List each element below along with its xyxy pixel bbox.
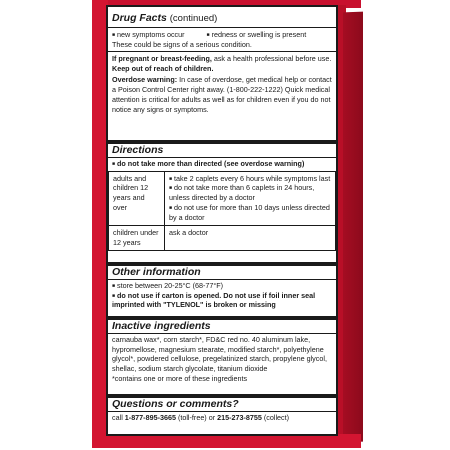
dosage-cell	[165, 171, 336, 226]
dosage-item: ask a doctor	[165, 226, 336, 251]
questions-title: Questions or comments?	[112, 398, 239, 410]
toll-free-label: (toll-free) or	[175, 412, 218, 422]
drug-facts-heading: Drug Facts	[112, 12, 167, 24]
overdose-bold: Overdose warning:	[112, 75, 178, 85]
collect-label: (collect)	[261, 412, 290, 422]
bullet-new-symptoms: ■ new symptoms occur	[112, 30, 185, 40]
inactive-ingredients-section	[108, 320, 336, 394]
symptom-bullets	[112, 30, 332, 40]
table-row	[109, 226, 336, 251]
other-information-section	[108, 266, 336, 316]
overdose-warning	[112, 75, 332, 115]
dosage-item: ■ take 2 caplets every 6 hours while symptoms last	[169, 174, 331, 184]
pregnant-text: ask a health professional before use.	[211, 54, 332, 64]
ingredients-list: carnauba wax*, corn starch*, FD&C red no. 40 aluminum lake, hypromellose, magnesium stearate, modified starch*, polyethylene glycol*, powdered cellulose, pregelatinized starch, propylene glycol, shellac, sodium starch glycolate, titanium dioxide	[112, 334, 327, 374]
call-label: call	[112, 412, 125, 422]
dosage-item: ■ do not take more than 6 caplets in 24 hours, unless directed by a doctor	[169, 183, 331, 203]
serious-note: These could be signs of a serious condition.	[112, 39, 252, 49]
dosage-table	[108, 171, 336, 252]
contact-line	[108, 412, 336, 423]
keep-out-warning: Keep out of reach of children.	[112, 64, 214, 74]
directions-section	[108, 144, 336, 263]
directions-title: Directions	[112, 144, 164, 156]
inactive-ingredients-title: Inactive ingredients	[112, 320, 211, 332]
other-information-title: Other information	[112, 266, 201, 278]
carton-bottom-edge	[92, 434, 361, 448]
drug-facts-section	[108, 10, 336, 140]
storage-info: ■ store between 20-25°C (68-77°F)	[112, 281, 332, 291]
dosage-item: ■ do not use for more than 10 days unless directed by a doctor	[169, 203, 331, 223]
pregnant-bold: If pregnant or breast-feeding,	[112, 54, 212, 64]
directions-intro: ■ do not take more than directed (see overdose warning)	[108, 158, 336, 171]
age-group-adults: adults and children 12 years and over	[109, 171, 165, 226]
bullet-redness: ■ redness or swelling is present	[207, 30, 307, 40]
table-row	[109, 171, 336, 226]
drug-facts-continued: (continued)	[169, 13, 218, 24]
ingredients-note: *contains one or more of these ingredients	[112, 374, 248, 384]
overdose-text: In case of overdose, get medical help or contact a Poison Control Center right away. (1-800-222-1222) Quick medical attention is critical for adults as well as for children even if you do not notice any signs or symptoms.	[112, 75, 332, 115]
toll-free-number: 1-877-895-3665	[124, 412, 176, 422]
questions-section	[108, 398, 336, 432]
carton-side-face	[343, 12, 363, 443]
collect-number: 215-273-8755	[217, 412, 262, 422]
age-group-children: children under 12 years	[109, 226, 165, 251]
drug-facts-title	[112, 12, 332, 25]
pregnant-warning	[112, 54, 332, 64]
seal-warning: ■ do not use if carton is opened. Do not use if foil inner seal imprinted with "TYLENOL" is broken or missing	[112, 291, 332, 311]
